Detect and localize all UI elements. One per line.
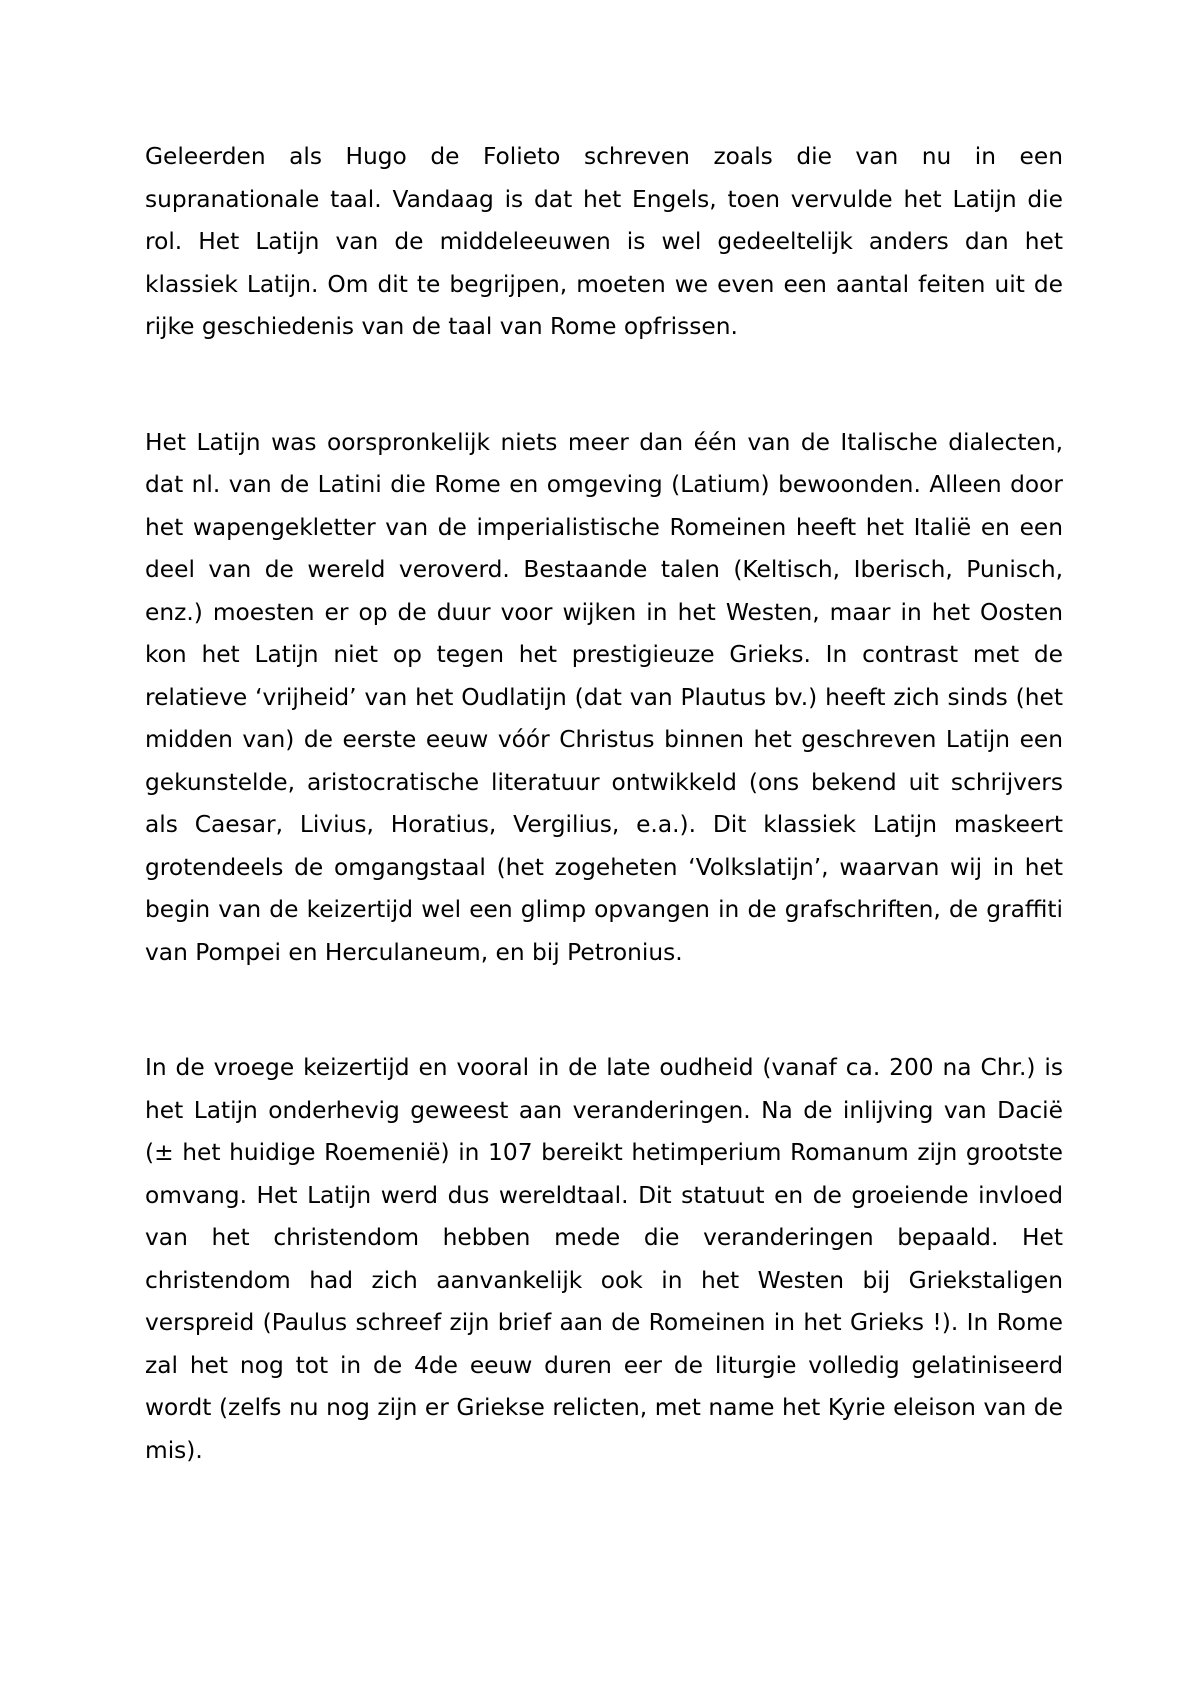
document-body [145, 136, 1063, 1472]
paragraph-2: Het Latijn was oorspronkelijk niets meer dan één van de Italische dialecten, dat nl. van de Latini die Rome en omgeving (Latium) bewoonden. Alleen door het wapengekletter van de imperialistische Romeinen heeft het Italië en een deel van de wereld veroverd. Bestaande talen (Keltisch, Iberisch, Punisch, enz.) moesten er op de duur voor wijken in het Westen, maar in het Oosten kon het Latijn niet op tegen het prestigieuze Grieks. In contrast met de relatieve ‘vrijheid’ van het Oudlatijn (dat van Plautus bv.) heeft zich sinds (het midden van) de eerste eeuw vóór Christus binnen het geschreven Latijn een gekunstelde, aristocratische literatuur ontwikkeld (ons bekend uit schrijvers als Caesar, Livius, Horatius, Vergilius, e.a.). Dit klassiek Latijn maskeert grotendeels de omgangstaal (het zogeheten ‘Volkslatijn’, waarvan wij in het begin van de keizertijd wel een glimp opvangen in de grafschriften, de graffiti van Pompei en Herculaneum, en bij Petronius. [145, 428, 1063, 966]
paragraph-1: Geleerden als Hugo de Folieto schreven zoals die van nu in een supranationale taal. Vandaag is dat het Engels, toen vervulde het Latijn die rol. Het Latijn van de middeleeuwen is wel gedeeltelijk anders dan het klassiek Latijn. Om dit te begrijpen, moeten we even een aantal feiten uit de rijke geschiedenis van de taal van Rome opfrissen. [145, 143, 1063, 340]
paragraph-3: In de vroege keizertijd en vooral in de late oudheid (vanaf ca. 200 na Chr.) is het Latijn onderhevig geweest aan veranderingen. Na de inlijving van Dacië (± het huidige Roemenië) in 107 bereikt hetimperium Romanum zijn grootste omvang. Het Latijn werd dus wereldtaal. Dit statuut en de groeiende invloed van het christendom hebben mede die veranderingen bepaald. Het christendom had zich aanvankelijk ook in het Westen bij Griekstaligen verspreid (Paulus schreef zijn brief aan de Romeinen in het Grieks !). In Rome zal het nog tot in de 4de eeuw duren eer de liturgie volledig gelatiniseerd wordt (zelfs nu nog zijn er Griekse relicten, met name het Kyrie eleison van de mis). [145, 1054, 1063, 1464]
